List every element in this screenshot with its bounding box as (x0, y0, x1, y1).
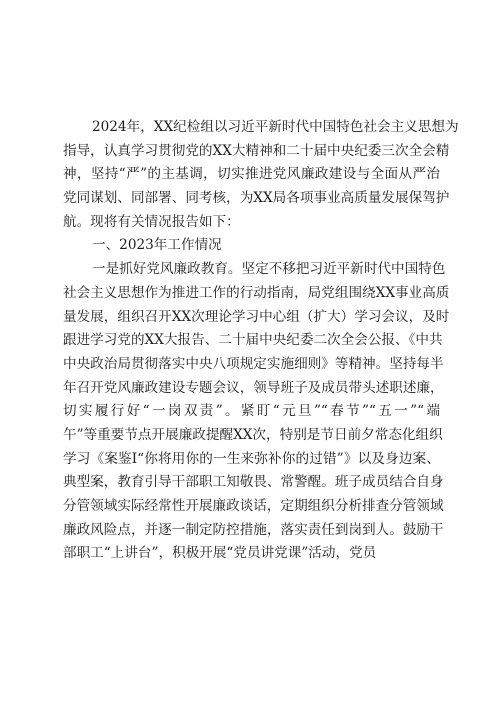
paragraph-line: 跟进学习党的XX大报告、二十届中央纪委二次全会公报、《中共 (63, 332, 443, 349)
intro-line: 党同谋划、同部署、同考核，为XX局各项事业高质量发展保驾护 (63, 190, 450, 207)
paragraph-line: 社会主义思想作为推进工作的行动指南，局党组围绕XX事业高质 (63, 284, 450, 301)
paragraph-line: 学习《案鉴I“你将用你的一生来弥补你的过错”》以及身边案、 (63, 450, 440, 467)
paragraph-line: 一是抓好党风廉政教育。坚定不移把习近平新时代中国特色 (92, 261, 446, 278)
paragraph-line: 量发展，组织召开XX次理论学习中心组（扩大）学习会议，及时 (63, 308, 450, 325)
paragraph-line: 中央政治局贯彻落实中央八项规定实施细则》等精神。坚持每半 (63, 355, 444, 372)
section-heading: 一、2023年工作情况 (92, 237, 222, 254)
document-body (63, 116, 459, 566)
paragraph-line: 典型案，教育引导干部职工知敬畏、常警醒。班子成员结合自身 (63, 474, 444, 491)
intro-line: 神，坚持“严”的主基调，切实推进党风廉政建设与全面从严治 (63, 166, 440, 183)
paragraph-line: 年召开党风廉政建设专题会议，领导班子及成员带头述职述廉， (63, 379, 444, 396)
intro-line: 航。现将有关情况报告如下： (63, 213, 240, 230)
paragraph-line: 切实履行好“一岗双责”。紧盯“元旦”“春节”“五一”“端 (63, 403, 440, 420)
intro-line: 指导，认真学习贯彻党的XX大精神和二十届中央纪委三次全会精 (63, 142, 450, 159)
intro-line: 2024年，XX纪检组以习近平新时代中国特色社会主义思想为 (92, 119, 459, 135)
paragraph-line: 分管领域实际经常性开展廉政谈话，定期组织分析排查分管领域 (63, 498, 444, 514)
paragraph-line: 廉政风险点，并逐一制定防控措施，落实责任到岗到人。鼓励干 (63, 521, 444, 538)
paragraph-line: 部职工“上讲台”，积极开展“党员讲党课”活动，党员 (63, 545, 377, 562)
paragraph-line: 午”等重要节点开展廉政提醒XX次，特别是节日前夕常态化组织 (63, 426, 443, 443)
